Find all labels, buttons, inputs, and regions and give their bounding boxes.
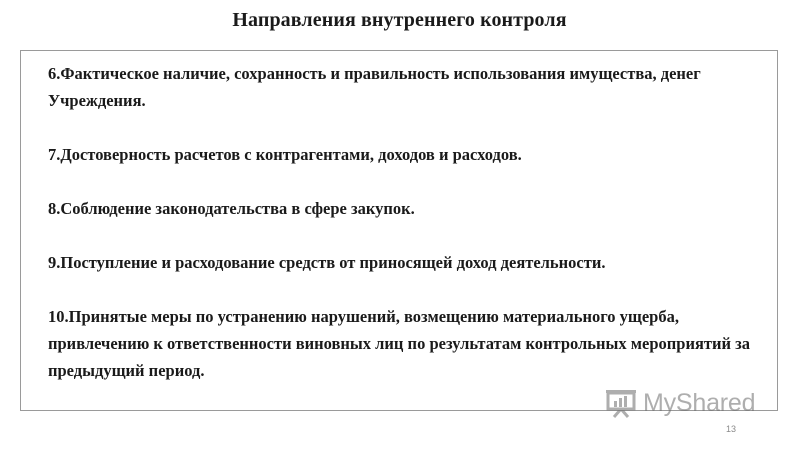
control-directions-list xyxy=(48,60,758,384)
page-number: 13 xyxy=(726,424,737,434)
slide-title: Направления внутреннего контроля xyxy=(232,9,567,31)
content-box xyxy=(20,50,778,411)
presentation-board-icon xyxy=(604,388,638,418)
watermark-text: MyShared xyxy=(643,388,756,417)
list-item: 9.Поступление и расходование средств от приносящей доход деятельности. xyxy=(48,253,606,272)
list-item: 8.Соблюдение законодательства в сфере закупок. xyxy=(48,199,415,218)
myshared-watermark xyxy=(604,386,755,420)
list-item: 10.Принятые меры по устранению нарушений, возмещению материального ущерба, привлечению к ответственности виновных лиц по результатам контрольных мероприятий за предыдущий период. xyxy=(48,307,751,380)
list-item: 6.Фактическое наличие, сохранность и правильность использования имущества, денег Учреждения. xyxy=(48,64,701,110)
list-item: 7.Достоверность расчетов с контрагентами, доходов и расходов. xyxy=(48,145,522,164)
